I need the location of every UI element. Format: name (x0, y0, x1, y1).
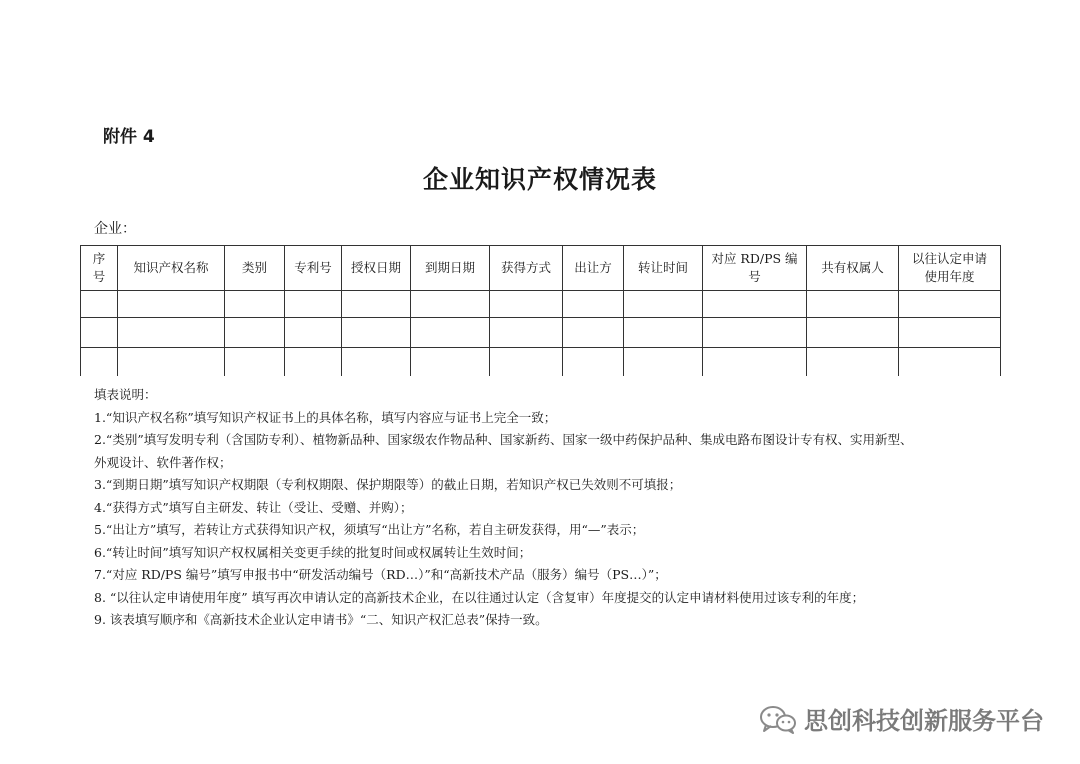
table-cell[interactable] (342, 291, 411, 318)
table-cell[interactable] (225, 291, 285, 318)
table-cell[interactable] (225, 348, 285, 377)
table-cell[interactable] (624, 318, 703, 348)
note-item: 7.“对应 RD/PS 编号”填写申报书中“研发活动编号（RD…）”和“高新技术产品（服务）编号（PS…）”； (94, 567, 667, 582)
table-cell[interactable] (490, 348, 563, 377)
table-cell[interactable] (563, 348, 624, 377)
table-header-cell: 授权日期 (342, 246, 411, 291)
table-cell[interactable] (703, 348, 807, 377)
attachment-label: 附件 4 (103, 127, 155, 147)
table-cell[interactable] (118, 291, 225, 318)
table-cell[interactable] (118, 348, 225, 377)
table-row (81, 318, 1001, 348)
table-cell[interactable] (411, 318, 490, 348)
table-header-cell: 共有权属人 (807, 246, 899, 291)
table-cell[interactable] (285, 348, 342, 377)
table-cell[interactable] (285, 318, 342, 348)
table-header-cell: 序号 (81, 246, 118, 291)
table-cell[interactable] (807, 291, 899, 318)
table-cell[interactable] (118, 318, 225, 348)
table-cell[interactable] (411, 348, 490, 377)
note-item: 5.“出让方”填写，若转让方式获得知识产权，须填写“出让方”名称，若自主研发获得，用“—”表示； (94, 522, 645, 537)
table-cell[interactable] (899, 291, 1001, 318)
ip-table (80, 245, 1001, 376)
table-cell[interactable] (624, 291, 703, 318)
note-item: 3.“到期日期”填写知识产权期限（专利权期限、保护期限等）的截止日期，若知识产权已失效则不可填报； (94, 477, 682, 492)
table-header-cell: 出让方 (563, 246, 624, 291)
table-cell[interactable] (342, 348, 411, 377)
table-cell[interactable] (703, 291, 807, 318)
table-header-cell: 到期日期 (411, 246, 490, 291)
table-cell[interactable] (81, 348, 118, 377)
table-header-cell: 类别 (225, 246, 285, 291)
table-cell[interactable] (899, 348, 1001, 377)
document-title: 企业知识产权情况表 (422, 165, 657, 194)
note-item: 4.“获得方式”填写自主研发、转让（受让、受赠、并购）； (94, 499, 413, 515)
note-item: 6.“转让时间”填写知识产权权属相关变更手续的批复时间或权属转让生效时间； (94, 544, 532, 560)
company-label: 企业： (94, 221, 136, 237)
note-item: 外观设计、软件著作权； (94, 454, 232, 470)
table-cell[interactable] (490, 318, 563, 348)
table-header-cell: 以往认定申请使用年度 (899, 246, 1001, 291)
table-header-cell: 获得方式 (490, 246, 563, 291)
table-cell[interactable] (342, 318, 411, 348)
table-cell[interactable] (81, 291, 118, 318)
note-item: 2.“类别”填写发明专利（含国防专利）、植物新品种、国家级农作物品种、国家新药、国家一级中药保护品种、集成电路布图设计专有权、实用新型、 (94, 432, 913, 447)
table-row (81, 348, 1001, 377)
table-cell[interactable] (285, 291, 342, 318)
table-cell[interactable] (899, 318, 1001, 348)
wechat-icon (758, 704, 798, 734)
watermark (758, 701, 1044, 736)
table-header-row (81, 246, 1001, 291)
note-item: 8. “以往认定申请使用年度” 填写再次申请认定的高新技术企业，在以往通过认定（含复审）年度提交的认定申请材料使用过该专利的年度； (94, 589, 865, 605)
table-cell[interactable] (563, 291, 624, 318)
notes-heading: 填表说明： (94, 387, 157, 402)
table-cell[interactable] (411, 291, 490, 318)
table-cell[interactable] (624, 348, 703, 377)
table-header-cell: 对应 RD/PS 编号 (703, 246, 807, 291)
table-row (81, 291, 1001, 318)
note-item: 1.“知识产权名称”填写知识产权证书上的具体名称，填写内容应与证书上完全一致； (94, 409, 557, 425)
fill-instructions (94, 384, 1014, 632)
note-item: 9. 该表填写顺序和《高新技术企业认定申请书》“二、知识产权汇总表”保持一致。 (94, 612, 548, 627)
table-header-cell: 专利号 (285, 246, 342, 291)
table-cell[interactable] (703, 318, 807, 348)
table-cell[interactable] (81, 318, 118, 348)
table-cell[interactable] (807, 318, 899, 348)
table-cell[interactable] (490, 291, 563, 318)
table-header-cell: 知识产权名称 (118, 246, 225, 291)
table-cell[interactable] (225, 318, 285, 348)
table-cell[interactable] (807, 348, 899, 377)
table-header-cell: 转让时间 (624, 246, 703, 291)
watermark-text: 思创科技创新服务平台 (804, 707, 1044, 735)
table-cell[interactable] (563, 318, 624, 348)
